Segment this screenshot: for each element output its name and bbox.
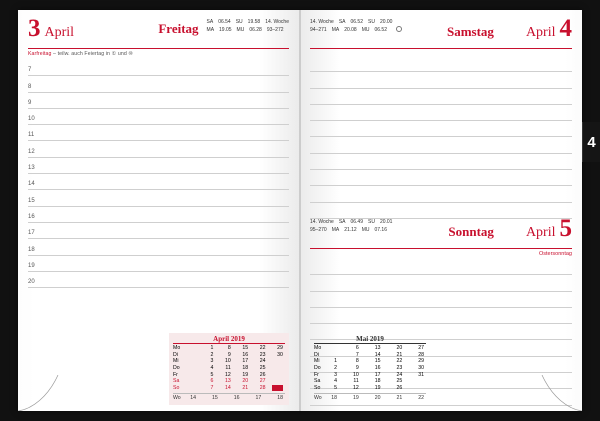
month-tab-label: 4 xyxy=(587,133,596,151)
mini-cal-day: 18 xyxy=(374,378,381,385)
mini-cal-day: 23 xyxy=(259,351,266,358)
mini-cal-day xyxy=(413,385,424,392)
mini-cal-day: 19 xyxy=(242,371,249,378)
mini-calendar-mai[interactable] xyxy=(310,333,430,405)
moonrise-label: MA xyxy=(206,26,215,33)
day-number: 3 xyxy=(28,15,41,42)
page-curl-left xyxy=(18,375,78,411)
hour-row[interactable] xyxy=(28,141,289,157)
mini-cal-row xyxy=(173,372,285,379)
mini-cal-day xyxy=(185,385,196,392)
sunrise-value: 06.49 xyxy=(350,219,363,225)
hour-row[interactable] xyxy=(28,223,289,239)
mini-cal-day: 16 xyxy=(242,351,249,358)
mini-cal-day: 21 xyxy=(396,351,403,358)
week-label: 14. Woche xyxy=(310,19,334,25)
mini-cal-week: 19 xyxy=(352,395,359,402)
mini-cal-day: 15 xyxy=(242,345,249,352)
hour-row[interactable] xyxy=(28,125,289,141)
weekday-name: Freitag xyxy=(158,21,199,36)
mini-cal-daylabel: Mo xyxy=(173,345,181,352)
moonset-value: 06.52 xyxy=(374,26,387,33)
mini-cal-day: 7 xyxy=(210,384,214,391)
hour-row[interactable] xyxy=(28,207,289,223)
hour-row[interactable] xyxy=(28,256,289,272)
month-name: April xyxy=(44,25,75,40)
write-line[interactable] xyxy=(310,72,572,88)
sunrise-value: 06.52 xyxy=(350,19,363,25)
mini-cal-day: 10 xyxy=(225,358,231,365)
sunset-label: SU xyxy=(235,19,243,25)
mini-cal-daylabel: So xyxy=(314,384,321,391)
right-page xyxy=(300,10,582,411)
sunrise-label: SA xyxy=(338,19,346,25)
book-spine xyxy=(299,10,301,411)
sunrise-value: 06.54 xyxy=(218,19,231,25)
hour-row[interactable] xyxy=(28,272,289,288)
hour-row[interactable] xyxy=(28,158,289,174)
hour-row[interactable] xyxy=(28,76,289,92)
mini-cal-row xyxy=(173,358,285,365)
mini-cal-day xyxy=(185,372,196,379)
write-line[interactable] xyxy=(310,154,572,170)
day-count: 93–272 xyxy=(266,26,284,33)
header-rule xyxy=(310,48,572,49)
mini-cal-day xyxy=(326,345,337,352)
open-book xyxy=(18,10,582,411)
moonrise-value: 20.08 xyxy=(344,26,357,33)
hour-label: 20 xyxy=(28,279,35,286)
mini-cal-day xyxy=(185,352,196,359)
moonset-label: MU xyxy=(361,226,370,233)
mini-cal-day: 2 xyxy=(210,351,214,358)
mini-cal-day: 8 xyxy=(355,358,359,365)
sunset-value: 20.00 xyxy=(379,19,393,25)
mini-cal-daylabel: Do xyxy=(173,365,180,372)
write-line[interactable] xyxy=(310,308,572,324)
write-line[interactable] xyxy=(310,89,572,105)
mini-cal-day xyxy=(326,352,337,359)
write-line[interactable] xyxy=(310,292,572,308)
mini-cal-day: 13 xyxy=(374,345,381,352)
hour-label: 11 xyxy=(28,132,35,139)
mini-cal-day: 4 xyxy=(334,378,337,385)
mini-cal-week: 14 xyxy=(190,395,196,402)
mini-cal-day xyxy=(272,378,283,385)
mini-cal-week: 18 xyxy=(277,395,283,402)
mini-cal-day: 30 xyxy=(418,365,424,372)
hour-row[interactable] xyxy=(28,60,289,76)
day-count: 95–270 xyxy=(310,226,327,233)
mini-cal-day xyxy=(272,358,283,365)
mini-cal-daylabel: Fr xyxy=(314,371,319,378)
month-name: April xyxy=(525,25,556,40)
mini-cal-day: 31 xyxy=(418,371,424,378)
write-line[interactable] xyxy=(310,186,572,202)
hour-row[interactable] xyxy=(28,174,289,190)
mini-cal-week: 16 xyxy=(233,395,240,402)
moonrise-value: 21.12 xyxy=(344,226,357,233)
mini-cal-week-row xyxy=(173,393,285,402)
moonrise-value: 19.05 xyxy=(219,26,232,33)
mini-calendar-title: April 2019 xyxy=(173,336,285,345)
mini-cal-day: 6 xyxy=(355,345,359,352)
write-line[interactable] xyxy=(310,121,572,137)
mini-cal-day: 24 xyxy=(259,358,266,365)
write-line[interactable] xyxy=(310,105,572,121)
mini-cal-day: 12 xyxy=(352,384,359,391)
write-line[interactable] xyxy=(310,56,572,72)
hour-label: 15 xyxy=(28,197,35,204)
saturday-header xyxy=(300,10,582,47)
mini-cal-day: 4 xyxy=(210,365,214,372)
mini-cal-day: 27 xyxy=(418,345,424,352)
mini-cal-week-label: Wo xyxy=(314,395,322,402)
sunset-label: SU xyxy=(368,19,375,25)
mini-cal-week: 18 xyxy=(331,395,337,402)
mini-cal-daylabel: Do xyxy=(314,365,321,372)
hour-row[interactable] xyxy=(28,93,289,109)
hour-label: 14 xyxy=(28,181,35,188)
mini-cal-day xyxy=(272,372,283,379)
mini-cal-row xyxy=(173,365,285,372)
mini-cal-row xyxy=(314,385,426,392)
mini-cal-day: 22 xyxy=(259,345,266,352)
mini-cal-daylabel: Sa xyxy=(314,378,321,385)
sunday-header xyxy=(300,210,582,247)
hour-slots xyxy=(18,60,299,288)
mini-cal-day: 18 xyxy=(242,365,249,372)
mini-cal-day: 23 xyxy=(396,365,403,372)
hour-label: 10 xyxy=(28,116,35,123)
moonset-value: 06.28 xyxy=(249,26,262,33)
mini-cal-week: 20 xyxy=(374,395,381,402)
mini-cal-day: 25 xyxy=(396,378,403,385)
mini-cal-day: 19 xyxy=(374,384,381,391)
sunset-label: SU xyxy=(368,219,375,225)
hour-label: 8 xyxy=(28,83,32,90)
mini-cal-day: 16 xyxy=(374,365,381,372)
holiday-note xyxy=(18,49,299,57)
moonset-value: 07.16 xyxy=(374,226,387,233)
hour-label: 19 xyxy=(28,262,35,269)
hour-label: 18 xyxy=(28,246,35,253)
mini-cal-day: 5 xyxy=(210,371,214,378)
mini-cal-day: 26 xyxy=(259,371,266,378)
mini-cal-day: 10 xyxy=(352,371,359,378)
sunset-value: 19.58 xyxy=(247,19,261,25)
month-name: April xyxy=(525,225,556,240)
mini-cal-day: 17 xyxy=(374,371,381,378)
mini-cal-row xyxy=(314,358,426,365)
mini-cal-week-row xyxy=(314,393,426,402)
mini-cal-day: 11 xyxy=(353,378,359,385)
mini-cal-week-label: Wo xyxy=(173,395,181,402)
write-line[interactable] xyxy=(310,259,572,275)
mini-cal-day: 30 xyxy=(277,351,283,358)
mini-cal-week: 17 xyxy=(255,395,262,402)
write-line[interactable] xyxy=(310,137,572,153)
mini-cal-day: 20 xyxy=(396,345,403,352)
write-line[interactable] xyxy=(310,170,572,186)
mini-cal-day: 8 xyxy=(227,345,231,352)
holiday-note: Ostersonntag xyxy=(538,251,572,257)
mini-cal-daylabel: So xyxy=(173,384,180,391)
mini-calendar-title: Mai 2019 xyxy=(314,336,426,345)
mini-cal-day xyxy=(272,385,283,392)
holiday-note-grey: – teilw. auch Feiertag in ① und ⑩ xyxy=(53,51,134,57)
mini-cal-day: 26 xyxy=(396,384,403,391)
mini-cal-row xyxy=(173,352,285,359)
day-number: 5 xyxy=(559,215,572,242)
mini-cal-day: 3 xyxy=(334,371,337,378)
mini-cal-day xyxy=(413,378,424,385)
mini-cal-row xyxy=(173,345,285,352)
left-page xyxy=(18,10,300,411)
mini-cal-day: 28 xyxy=(259,384,266,391)
mini-calendar-april[interactable] xyxy=(169,333,289,405)
hour-label: 13 xyxy=(28,165,35,172)
saturday-block xyxy=(300,10,582,210)
mini-cal-day xyxy=(185,378,196,385)
mini-cal-daylabel: Di xyxy=(173,351,178,358)
mini-cal-day: 14 xyxy=(225,384,231,391)
mini-cal-day: 1 xyxy=(210,345,214,352)
mini-cal-daylabel: Sa xyxy=(173,378,180,385)
write-line[interactable] xyxy=(310,275,572,291)
day-count: 94–271 xyxy=(310,26,327,33)
astro-info xyxy=(310,216,392,234)
moonset-label: MU xyxy=(361,26,370,33)
astro-info xyxy=(207,16,289,34)
week-label: 14. Woche xyxy=(310,219,334,225)
mini-cal-day: 11 xyxy=(225,365,231,372)
hour-label: 7 xyxy=(28,67,32,74)
hour-row[interactable] xyxy=(28,190,289,206)
mini-cal-week: 21 xyxy=(396,395,403,402)
mini-cal-daylabel: Fr xyxy=(173,371,178,378)
mini-cal-day xyxy=(272,365,283,372)
new-moon-icon xyxy=(396,26,402,32)
mini-cal-day: 25 xyxy=(259,365,266,372)
astro-info xyxy=(310,16,402,34)
mini-cal-day: 9 xyxy=(355,365,359,372)
left-day-header xyxy=(18,10,299,47)
moonset-label: MU xyxy=(236,26,245,33)
mini-cal-day: 20 xyxy=(242,378,249,385)
weekday-name: Samstag xyxy=(446,24,494,39)
mini-cal-row xyxy=(173,378,285,385)
sunrise-label: SA xyxy=(206,19,214,25)
sunrise-label: SA xyxy=(338,219,346,225)
mini-cal-day: 22 xyxy=(396,358,403,365)
mini-cal-day: 15 xyxy=(374,358,381,365)
mini-cal-daylabel: Mi xyxy=(314,358,320,365)
mini-cal-day: 2 xyxy=(334,365,337,372)
month-tab-4[interactable] xyxy=(582,122,600,162)
mini-cal-day: 12 xyxy=(225,371,231,378)
mini-cal-day: 27 xyxy=(259,378,266,385)
mini-cal-day: 28 xyxy=(418,351,424,358)
mini-cal-day: 13 xyxy=(225,378,231,385)
hour-row[interactable] xyxy=(28,109,289,125)
mini-cal-row xyxy=(314,365,426,372)
mini-cal-day xyxy=(185,345,196,352)
weekday-name: Sonntag xyxy=(448,224,494,239)
mini-cal-row xyxy=(314,378,426,385)
mini-cal-week: 22 xyxy=(418,395,424,402)
mini-cal-day: 29 xyxy=(418,358,424,365)
week-label: 14. Woche xyxy=(265,19,289,25)
mini-cal-day xyxy=(185,365,196,372)
mini-cal-day: 24 xyxy=(396,371,403,378)
mini-cal-daylabel: Di xyxy=(314,351,319,358)
hour-label: 16 xyxy=(28,213,35,220)
sunset-value: 20.01 xyxy=(379,219,393,225)
mini-cal-row xyxy=(173,385,285,392)
mini-cal-row xyxy=(314,372,426,379)
mini-cal-day: 9 xyxy=(227,351,231,358)
hour-label: 17 xyxy=(28,230,35,237)
mini-cal-row xyxy=(314,352,426,359)
mini-cal-day: 3 xyxy=(210,358,214,365)
moonrise-label: MA xyxy=(331,26,340,33)
moonrise-label: MA xyxy=(331,226,340,233)
hour-label: 9 xyxy=(28,99,32,106)
saturday-lines xyxy=(300,56,582,219)
mini-cal-week: 15 xyxy=(211,395,218,402)
day-number: 4 xyxy=(559,15,572,42)
mini-cal-day: 5 xyxy=(334,384,337,391)
mini-cal-day: 29 xyxy=(277,345,283,352)
mini-cal-day xyxy=(185,358,196,365)
mini-cal-day: 1 xyxy=(334,358,337,365)
hour-row[interactable] xyxy=(28,239,289,255)
mini-cal-row xyxy=(314,345,426,352)
mini-cal-day: 14 xyxy=(374,351,381,358)
mini-cal-daylabel: Mo xyxy=(314,345,322,352)
holiday-note-red: Karfreitag xyxy=(28,51,52,57)
mini-cal-day: 17 xyxy=(242,358,249,365)
mini-cal-day: 6 xyxy=(210,378,214,385)
mini-cal-day: 7 xyxy=(355,351,359,358)
hour-label: 12 xyxy=(28,148,35,155)
mini-cal-daylabel: Mi xyxy=(173,358,179,365)
mini-cal-day: 21 xyxy=(242,384,249,391)
